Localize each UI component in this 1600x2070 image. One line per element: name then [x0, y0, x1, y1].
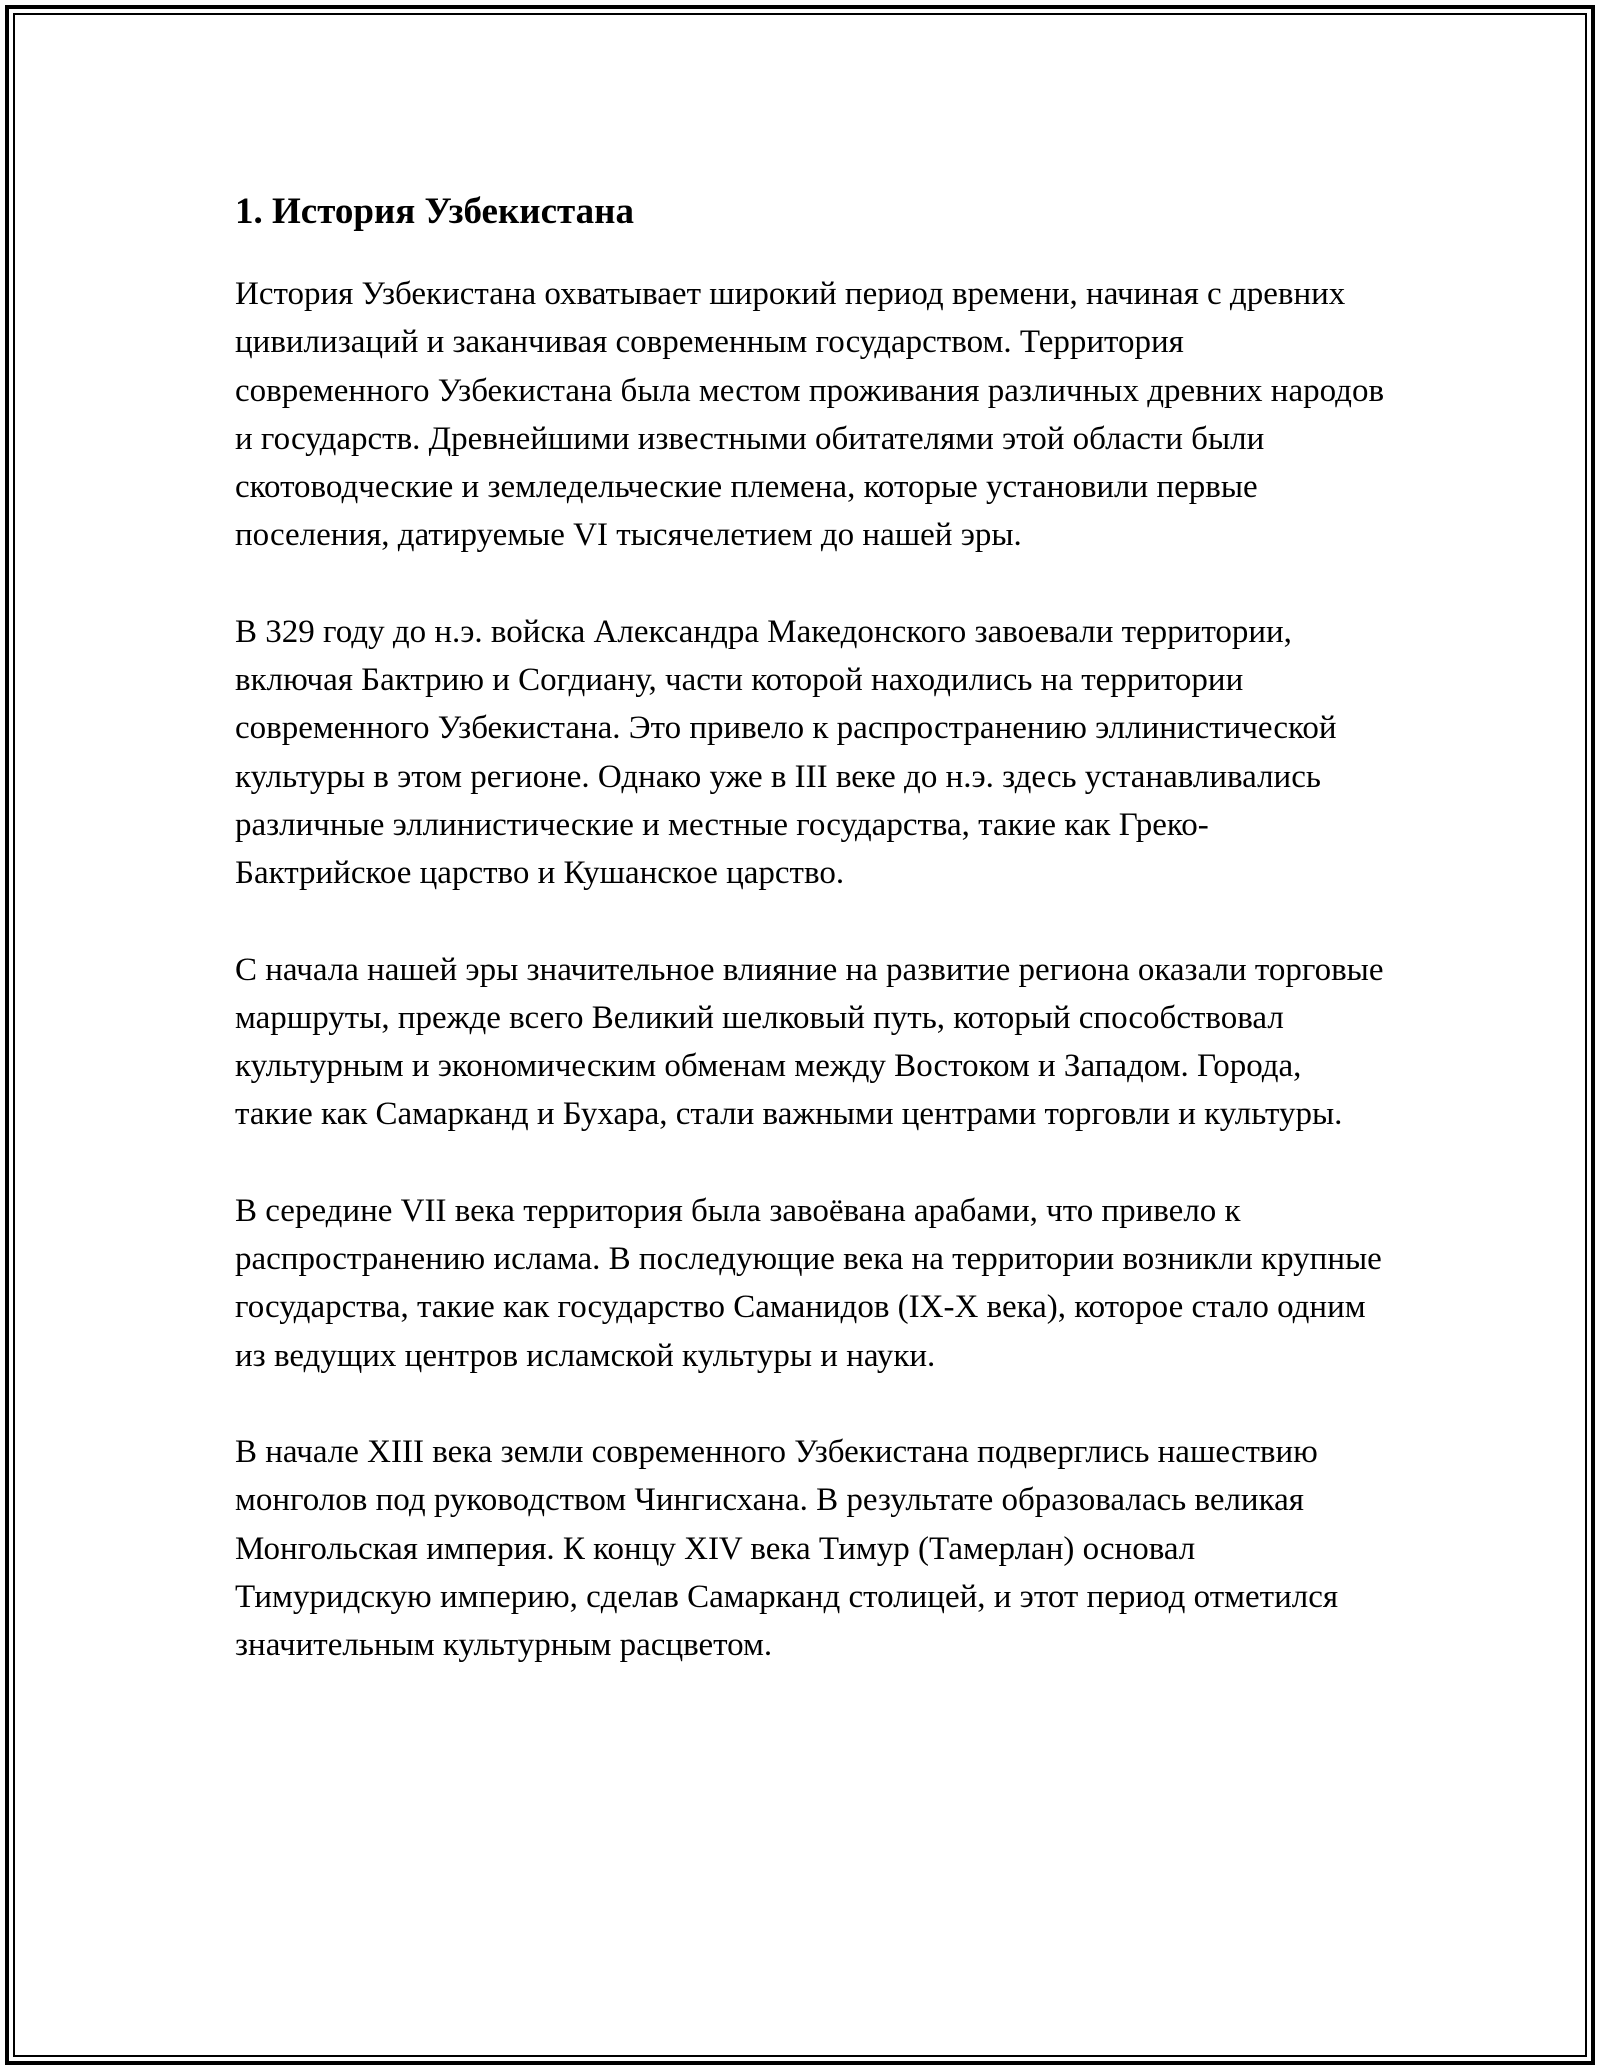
- section-heading: 1. История Узбекистана: [235, 191, 634, 232]
- paragraph-silk-road: С начала нашей эры значительное влияние на развитие региона оказали торговые маршруты, прежде всего Великий шелковый путь, который способствовал культурным и экономическим обменам между Востоком и Западом. Города, такие как Самарканд и Бухара, стали важными центрами торговли и культуры.: [235, 951, 1384, 1133]
- document-body: [235, 182, 1385, 1717]
- paragraph-ancient-history: История Узбекистана охватывает широкий период времени, начиная с древних цивилизаций и заканчивая современным государством. Территория современного Узбекистана была местом проживания различных древних народов и государств. Древнейшими известными обитателями этой области были скотоводческие и земледельческие племена, которые установили первые поселения, датируемые VI тысячелетием до нашей эры.: [235, 276, 1385, 554]
- paragraph-mongol-timurid: В начале XIII века земли современного Узбекистана подверглись нашествию монголов под руководством Чингисхана. В результате образовалась великая Монгольская империя. К концу XIV века Тимур (Тамерлан) основал Тимуридскую империю, сделав Самарканд столицей, и этот период отметился значительным культурным расцветом.: [235, 1433, 1339, 1664]
- paragraph-arab-conquest: В середине VII века территория была завоёвана арабами, что привело к распространению ислама. В последующие века на территории возникли крупные государства, такие как государство Саманидов (IX-X века), которое стало одним из ведущих центров исламской культуры и науки.: [235, 1192, 1382, 1374]
- paragraph-alexander-conquest: В 329 году до н.э. войска Александра Македонского завоевали территории, включая Бактрию и Согдиану, части которой находились на территории современного Узбекистана. Это привело к распространению эллинистической культуры в этом регионе. Однако уже в III веке до н.э. здесь устанавливались различные эллинистические и местные государства, такие как Греко-Бактрийское царство и Кушанское царство.: [235, 613, 1337, 892]
